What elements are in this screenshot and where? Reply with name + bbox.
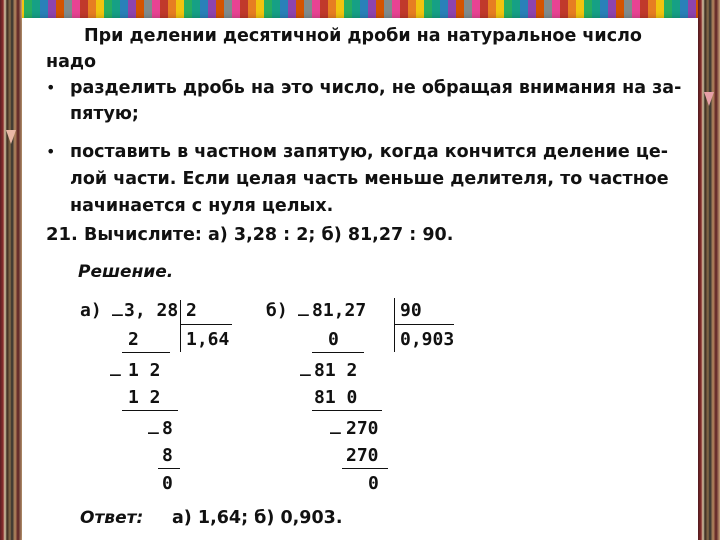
- textbook-page: [22, 18, 698, 540]
- part-a-divisor-line: [180, 324, 232, 325]
- part-b-minus-3: _: [330, 414, 341, 435]
- part-b-step-4: 270: [346, 418, 379, 439]
- part-a-division-bar: [180, 300, 181, 352]
- exercise-number: 21.: [46, 224, 78, 245]
- bullet-1-line-2: пятую;: [70, 104, 139, 124]
- part-b-step-1: 0: [328, 329, 339, 350]
- part-b-minus-1: _: [298, 296, 309, 317]
- part-a-line-3: [158, 468, 180, 469]
- part-b-minus-2: _: [300, 356, 311, 377]
- part-a-line-1: [122, 352, 170, 353]
- part-b-step-3: 81 0: [314, 387, 358, 408]
- part-a-step-5: 8: [162, 445, 173, 466]
- pencil-border-right: [698, 0, 720, 540]
- part-b-label: б): [266, 300, 288, 321]
- part-a-minus-3: _: [148, 414, 159, 435]
- part-b-step-2: 81 2: [314, 360, 358, 381]
- part-a-dividend: 3, 28: [124, 300, 179, 321]
- part-a-step-3: 1 2: [128, 387, 161, 408]
- pencil-tip-left: [6, 130, 16, 144]
- answer-label: Ответ:: [80, 508, 144, 528]
- bullet-2-marker: •: [46, 142, 56, 161]
- part-b-step-5: 270: [346, 445, 379, 466]
- answer-text: а) 1,64; б) 0,903.: [172, 508, 343, 528]
- part-a-step-4: 8: [162, 418, 173, 439]
- pencil-border-left: [0, 0, 22, 540]
- part-a-quotient: 1,64: [186, 329, 230, 350]
- part-b-step-6: 0: [368, 473, 379, 494]
- part-a-minus-2: _: [110, 356, 121, 377]
- exercise-text: Вычислите: а) 3,28 : 2; б) 81,27 : 90.: [84, 225, 454, 245]
- bullet-2-line-1: поставить в частном запятую, когда кончится деление це-: [70, 142, 668, 162]
- bullet-1-marker: •: [46, 78, 56, 97]
- part-b-quotient: 0,903: [400, 329, 455, 350]
- part-b-divisor-line: [394, 324, 454, 325]
- bullet-2-line-3: начинается с нуля целых.: [70, 196, 334, 216]
- pencil-border-top: [0, 0, 720, 18]
- part-b-line-1: [312, 352, 364, 353]
- part-b-division-bar: [394, 298, 395, 352]
- part-a-divisor: 2: [186, 300, 197, 321]
- part-a-step-1: 2: [128, 329, 139, 350]
- part-b-dividend: 81,27: [312, 300, 367, 321]
- part-b-divisor: 90: [400, 300, 422, 321]
- part-a-label: а): [80, 300, 102, 321]
- part-a-step-6: 0: [162, 473, 173, 494]
- part-a-line-2: [122, 410, 178, 411]
- pencil-tip-right: [704, 92, 714, 106]
- part-a-step-2: 1 2: [128, 360, 161, 381]
- part-a-minus-1: _: [112, 296, 123, 317]
- solution-label: Решение.: [78, 262, 174, 282]
- rule-line-1: При делении десятичной дроби на натуральное число: [84, 26, 642, 46]
- bullet-1-line-1: разделить дробь на это число, не обращая внимания на за-: [70, 78, 682, 98]
- part-b-line-2: [312, 410, 382, 411]
- bullet-2-line-2: лой части. Если целая часть меньше делителя, то частное: [70, 169, 669, 189]
- rule-line-2: надо: [46, 52, 97, 72]
- part-b-line-3: [342, 468, 388, 469]
